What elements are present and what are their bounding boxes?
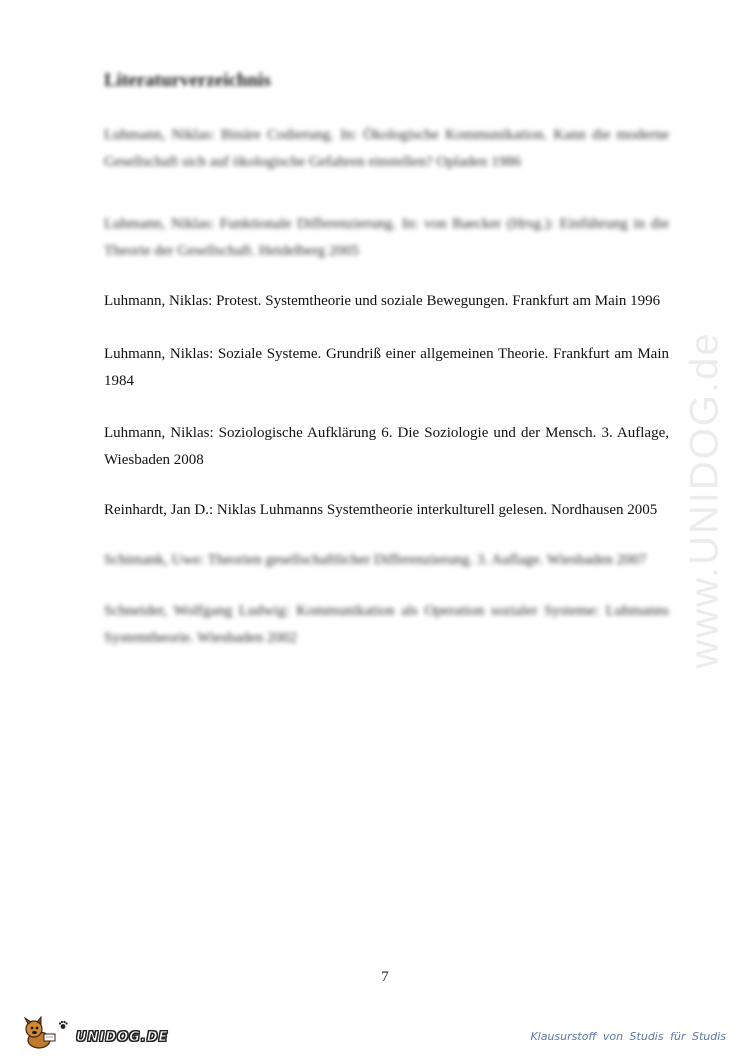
page-number: 7 bbox=[381, 969, 389, 985]
entry-line: Schneider, Wolfgang Ludwig: Kommunikation als Operation sozialer Systeme: Luhmanns bbox=[104, 603, 669, 619]
bibliography-entry-8 bbox=[104, 598, 669, 652]
bibliography-entry-7 bbox=[104, 547, 669, 574]
entry-line: Luhmann, Niklas: Soziale Systeme. Grundriß einer allgemeinen Theorie. Frankfurt am Main bbox=[104, 346, 669, 362]
watermark: www.UNIDOG.de bbox=[682, 331, 727, 669]
bibliography-heading: Literaturverzeichnis bbox=[104, 70, 271, 91]
bibliography-entry-4 bbox=[104, 341, 669, 395]
entry-line: Luhmann, Niklas: Protest. Systemtheorie und soziale Bewegungen. Frankfurt am Main 1996 bbox=[104, 293, 661, 309]
entry-line: Systemtheorie. Wiesbaden 2002 bbox=[104, 630, 297, 646]
bibliography-entry-3 bbox=[104, 288, 669, 315]
bibliography-entry-1 bbox=[104, 122, 669, 176]
entry-line: Luhmann, Niklas: Funktionale Differenzierung. In: von Baecker (Hrsg.): Einführung in die bbox=[104, 216, 669, 232]
entry-line: 1984 bbox=[104, 373, 134, 389]
bibliography-entry-6 bbox=[104, 497, 669, 524]
entry-line: Luhmann, Niklas: Binäre Codierung. In: Ökologische Kommunikation. Kann die moderne bbox=[104, 127, 669, 143]
entry-line: Schimank, Uwe: Theorien gesellschaftlicher Differenzierung. 3. Auflage. Wiesbaden 2007 bbox=[104, 552, 647, 568]
unidog-logo[interactable] bbox=[22, 1016, 168, 1050]
paw-icon bbox=[58, 1020, 68, 1030]
entry-line: Theorie der Gesellschaft. Heidelberg 2005 bbox=[104, 243, 360, 259]
bibliography-entry-2 bbox=[104, 211, 669, 265]
bibliography-entry-5 bbox=[104, 420, 669, 474]
entry-line: Wiesbaden 2008 bbox=[104, 452, 204, 468]
entry-line: Gesellschaft sich auf ökologische Gefahren einstellen? Opladen 1986 bbox=[104, 154, 521, 170]
entry-line: Reinhardt, Jan D.: Niklas Luhmanns Systemtheorie interkulturell gelesen. Nordhausen 2005 bbox=[104, 502, 658, 518]
entry-line: Luhmann, Niklas: Soziologische Aufklärung 6. Die Soziologie und der Mensch. 3. Auflage, bbox=[104, 425, 669, 441]
dog-mascot-icon bbox=[22, 1016, 58, 1050]
logo-text: UNIDOG.DE bbox=[76, 1029, 169, 1045]
footer-tagline: Klausurstoff von Studis für Studis bbox=[530, 1030, 726, 1043]
